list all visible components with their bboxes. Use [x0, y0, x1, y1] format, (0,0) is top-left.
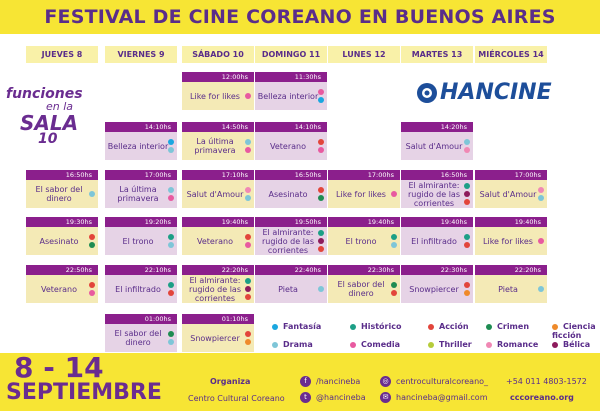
legend-item-7 — [428, 340, 472, 349]
legend-label: Ciencia ficción — [552, 322, 596, 340]
showtime-text: 14:10hs — [144, 123, 171, 131]
legend-item-0 — [272, 322, 321, 331]
legend-dot — [272, 342, 278, 348]
genre-dot — [464, 234, 470, 240]
showtime-1-1 — [105, 122, 177, 132]
film-cell[interactable] — [255, 82, 327, 110]
showtime-text: 01:10hs — [221, 315, 248, 323]
genre-dot — [391, 234, 397, 240]
showtime-text: 22:20hs — [221, 266, 248, 274]
genre-dot — [245, 195, 251, 201]
genre-dot — [538, 195, 544, 201]
genre-dot — [245, 339, 251, 345]
showtime-text: 01:00hs — [144, 315, 171, 323]
film-cell[interactable] — [105, 132, 177, 160]
showtime-3-4 — [328, 217, 400, 227]
film-title: Salut d'Amour — [405, 141, 463, 151]
email-address[interactable]: hancineba@gmail.com — [396, 393, 488, 402]
genre-dot — [391, 191, 397, 197]
genre-dot — [245, 331, 251, 337]
legend-dot — [486, 324, 492, 330]
showtime-2-3 — [255, 170, 327, 180]
genre-dot — [168, 242, 174, 248]
day-header-1: VIERNES 9 — [105, 46, 177, 63]
legend-item-4 — [552, 322, 600, 340]
film-cell[interactable] — [401, 227, 473, 255]
showtime-text: 17:00hs — [514, 171, 541, 179]
hancine-logo-text: HANCINE — [440, 80, 552, 105]
showtime-text: 19:20hs — [144, 218, 171, 226]
showtime-text: 12:00hs — [221, 73, 248, 81]
film-cell[interactable] — [182, 227, 254, 255]
facebook-handle[interactable]: /hancineba — [316, 377, 361, 386]
film-title: Like for likes — [336, 189, 386, 199]
showtime-text: 19:40hs — [367, 218, 394, 226]
showtime-5-2 — [182, 314, 254, 324]
festival-dates: 8 - 14 — [14, 351, 104, 384]
film-cell[interactable] — [182, 324, 254, 352]
genre-dot — [464, 282, 470, 288]
showtime-3-5 — [401, 217, 473, 227]
showtime-5-1 — [105, 314, 177, 324]
film-cell[interactable] — [255, 275, 327, 303]
twitter-handle[interactable]: @hancineba — [316, 393, 366, 402]
genre-dot — [464, 191, 470, 197]
genre-dot — [318, 97, 324, 103]
showtime-3-0 — [26, 217, 98, 227]
legend-label: Comedia — [361, 340, 400, 349]
genre-dot — [464, 290, 470, 296]
showtime-0-2 — [182, 72, 254, 82]
genre-dot — [464, 147, 470, 153]
film-title: El almirante: rugido de las corrientes — [188, 275, 241, 303]
film-cell[interactable] — [475, 180, 547, 208]
instagram-icon: ◎ — [380, 376, 391, 387]
legend-dot — [552, 324, 558, 330]
film-title: El almirante: rugido de las corrientes — [261, 227, 314, 255]
showtime-text: 22:10hs — [144, 266, 171, 274]
film-title: Belleza interior — [257, 91, 319, 101]
film-title: Veterano — [41, 284, 77, 294]
film-cell[interactable] — [26, 180, 98, 208]
genre-dot — [391, 242, 397, 248]
genre-dot — [318, 195, 324, 201]
sala-label-1: funciones — [6, 86, 83, 102]
day-header-4: LUNES 12 — [328, 46, 400, 63]
showtime-text: 16:50hs — [294, 171, 321, 179]
facebook-icon: f — [300, 376, 311, 387]
film-cell[interactable] — [255, 227, 327, 255]
legend-label: Thriller — [439, 340, 472, 349]
showtime-4-6 — [475, 265, 547, 275]
film-title: Like for likes — [190, 91, 240, 101]
film-title: La última primavera — [194, 137, 236, 155]
showtime-3-2 — [182, 217, 254, 227]
genre-dot — [464, 139, 470, 145]
genre-dot — [464, 242, 470, 248]
legend-dot — [428, 324, 434, 330]
genre-dot — [245, 147, 251, 153]
genre-dot — [245, 294, 251, 300]
showtime-text: 22:50hs — [65, 266, 92, 274]
showtime-text: 16:50hs — [65, 171, 92, 179]
legend-item-1 — [350, 322, 401, 331]
phone-number: +54 011 4803-1572 — [506, 377, 587, 386]
showtime-text: 14:10hs — [294, 123, 321, 131]
showtime-text: 22:40hs — [294, 266, 321, 274]
twitter-icon: t — [300, 392, 311, 403]
film-title: La última primavera — [117, 185, 159, 203]
showtime-2-1 — [105, 170, 177, 180]
legend-label: Acción — [439, 322, 469, 331]
genre-dot — [245, 93, 251, 99]
film-cell[interactable] — [401, 132, 473, 160]
genre-dot — [538, 187, 544, 193]
film-cell[interactable] — [328, 180, 400, 208]
film-title: Pieta — [498, 284, 518, 294]
genre-dot — [245, 187, 251, 193]
film-title: El almirante: rugido de las corrientes — [407, 180, 460, 208]
film-title: El sabor del dinero — [337, 280, 385, 298]
legend-dot — [350, 324, 356, 330]
showtime-text: 19:30hs — [65, 218, 92, 226]
genre-dot — [89, 242, 95, 248]
film-cell[interactable] — [182, 82, 254, 110]
legend-dot — [428, 342, 434, 348]
showtime-3-1 — [105, 217, 177, 227]
legend-dot — [272, 324, 278, 330]
genre-dot — [89, 191, 95, 197]
genre-dot — [245, 242, 251, 248]
genre-dot — [168, 139, 174, 145]
genre-dot — [464, 199, 470, 205]
genre-dot — [89, 282, 95, 288]
film-cell[interactable] — [328, 227, 400, 255]
genre-dot — [168, 282, 174, 288]
film-cell[interactable] — [475, 227, 547, 255]
festival-month: SEPTIEMBRE — [6, 380, 162, 405]
showtime-2-6 — [475, 170, 547, 180]
showtime-1-2 — [182, 122, 254, 132]
legend-dot — [350, 342, 356, 348]
showtime-2-0 — [26, 170, 98, 180]
film-title: Snowpiercer — [409, 284, 459, 294]
sala-label-4: 10 — [38, 131, 58, 147]
legend-label: Romance — [497, 340, 539, 349]
film-title: Salut d'Amour — [186, 189, 244, 199]
film-cell[interactable] — [328, 275, 400, 303]
film-title: El infiltrado — [115, 284, 161, 294]
film-cell[interactable] — [182, 132, 254, 160]
sala-label-3: SALA — [20, 111, 79, 135]
film-title: Pieta — [278, 284, 298, 294]
genre-dot — [168, 147, 174, 153]
showtime-0-3 — [255, 72, 327, 82]
genre-dot — [245, 278, 251, 284]
film-cell[interactable] — [401, 180, 473, 208]
film-cell[interactable] — [105, 275, 177, 303]
day-header-2: SÁBADO 10 — [182, 46, 254, 63]
legend-label: Crimen — [497, 322, 530, 331]
genre-dot — [391, 290, 397, 296]
genre-dot — [168, 290, 174, 296]
legend-label: Fantasía — [283, 322, 322, 331]
film-cell[interactable] — [182, 275, 254, 303]
film-cell[interactable] — [475, 275, 547, 303]
showtime-text: 17:10hs — [221, 171, 248, 179]
showtime-text: 19:40hs — [440, 218, 467, 226]
showtime-1-5 — [401, 122, 473, 132]
genre-dot — [538, 286, 544, 292]
legend-dot — [486, 342, 492, 348]
day-header-0: JUEVES 8 — [26, 46, 98, 63]
showtime-text: 14:50hs — [221, 123, 248, 131]
film-cell[interactable] — [26, 227, 98, 255]
film-title: Snowpiercer — [190, 333, 240, 343]
genre-dot — [89, 290, 95, 296]
genre-dot — [245, 139, 251, 145]
showtime-2-2 — [182, 170, 254, 180]
genre-dot — [89, 234, 95, 240]
showtime-text: 16:50hs — [440, 171, 467, 179]
hancine-logo-icon — [416, 82, 438, 104]
film-cell[interactable] — [255, 180, 327, 208]
film-cell[interactable] — [182, 180, 254, 208]
film-title: El trono — [345, 236, 377, 246]
showtime-text: 11:30hs — [294, 73, 321, 81]
genre-dot — [318, 89, 324, 95]
legend-label: Bélica — [563, 340, 591, 349]
sala-label-2: en la — [46, 100, 74, 113]
showtime-text: 22:20hs — [514, 266, 541, 274]
showtime-text: 17:00hs — [367, 171, 394, 179]
showtime-text: 19:40hs — [514, 218, 541, 226]
genre-dot — [318, 187, 324, 193]
film-title: Like for likes — [483, 236, 533, 246]
genre-dot — [318, 238, 324, 244]
showtime-4-3 — [255, 265, 327, 275]
showtime-3-6 — [475, 217, 547, 227]
genre-dot — [464, 183, 470, 189]
genre-dot — [318, 139, 324, 145]
genre-dot — [168, 339, 174, 345]
showtime-4-1 — [105, 265, 177, 275]
film-title: El sabor del dinero — [35, 185, 83, 203]
organiza-label: Organiza — [210, 377, 251, 386]
showtime-1-3 — [255, 122, 327, 132]
showtime-text: 19:50hs — [294, 218, 321, 226]
genre-dot — [391, 282, 397, 288]
genre-dot — [168, 331, 174, 337]
showtime-3-3 — [255, 217, 327, 227]
genre-dot — [318, 147, 324, 153]
showtime-text: 14:20hs — [440, 123, 467, 131]
film-title: Veterano — [197, 236, 233, 246]
showtime-text: 22:30hs — [367, 266, 394, 274]
legend-item-8 — [486, 340, 538, 349]
legend-item-3 — [486, 322, 529, 331]
film-title: El trono — [122, 236, 154, 246]
genre-dot — [318, 230, 324, 236]
film-cell[interactable] — [105, 227, 177, 255]
genre-dot — [245, 234, 251, 240]
legend-item-9 — [552, 340, 590, 349]
showtime-text: 22:30hs — [440, 266, 467, 274]
film-cell[interactable] — [26, 275, 98, 303]
showtime-text: 17:00hs — [144, 171, 171, 179]
film-title: Asesinato — [268, 189, 308, 199]
genre-dot — [245, 286, 251, 292]
genre-dot — [168, 187, 174, 193]
festival-title: FESTIVAL DE CINE COREANO EN BUENOS AIRES — [44, 6, 556, 28]
film-cell[interactable] — [401, 275, 473, 303]
film-title: Asesinato — [39, 236, 79, 246]
genre-dot — [538, 238, 544, 244]
showtime-2-4 — [328, 170, 400, 180]
showtime-2-5 — [401, 170, 473, 180]
film-cell[interactable] — [105, 180, 177, 208]
legend-item-5 — [272, 340, 313, 349]
genre-dot — [168, 234, 174, 240]
showtime-4-2 — [182, 265, 254, 275]
genre-dot — [318, 286, 324, 292]
email-icon: ✉ — [380, 392, 391, 403]
film-cell[interactable] — [105, 324, 177, 352]
website[interactable]: cccoreano.org — [510, 393, 574, 402]
legend-item-2 — [428, 322, 469, 331]
day-header-3: DOMINGO 11 — [255, 46, 327, 63]
film-title: Belleza interior — [107, 141, 169, 151]
legend-dot — [552, 342, 558, 348]
legend-label: Drama — [283, 340, 313, 349]
genre-dot — [168, 195, 174, 201]
showtime-4-5 — [401, 265, 473, 275]
organizer-name: Centro Cultural Coreano — [188, 394, 285, 403]
film-title: El sabor del dinero — [114, 329, 162, 347]
showtime-4-0 — [26, 265, 98, 275]
film-title: Veterano — [270, 141, 306, 151]
genre-dot — [318, 246, 324, 252]
film-cell[interactable] — [255, 132, 327, 160]
showtime-text: 19:40hs — [221, 218, 248, 226]
legend-item-6 — [350, 340, 400, 349]
day-header-6: MIÉRCOLES 14 — [475, 46, 547, 63]
instagram-handle[interactable]: centroculturalcoreano_ — [396, 377, 489, 386]
film-title: El infiltrado — [411, 236, 457, 246]
showtime-4-4 — [328, 265, 400, 275]
day-header-5: MARTES 13 — [401, 46, 473, 63]
legend-label: Histórico — [361, 322, 402, 331]
film-title: Salut d'Amour — [479, 189, 537, 199]
